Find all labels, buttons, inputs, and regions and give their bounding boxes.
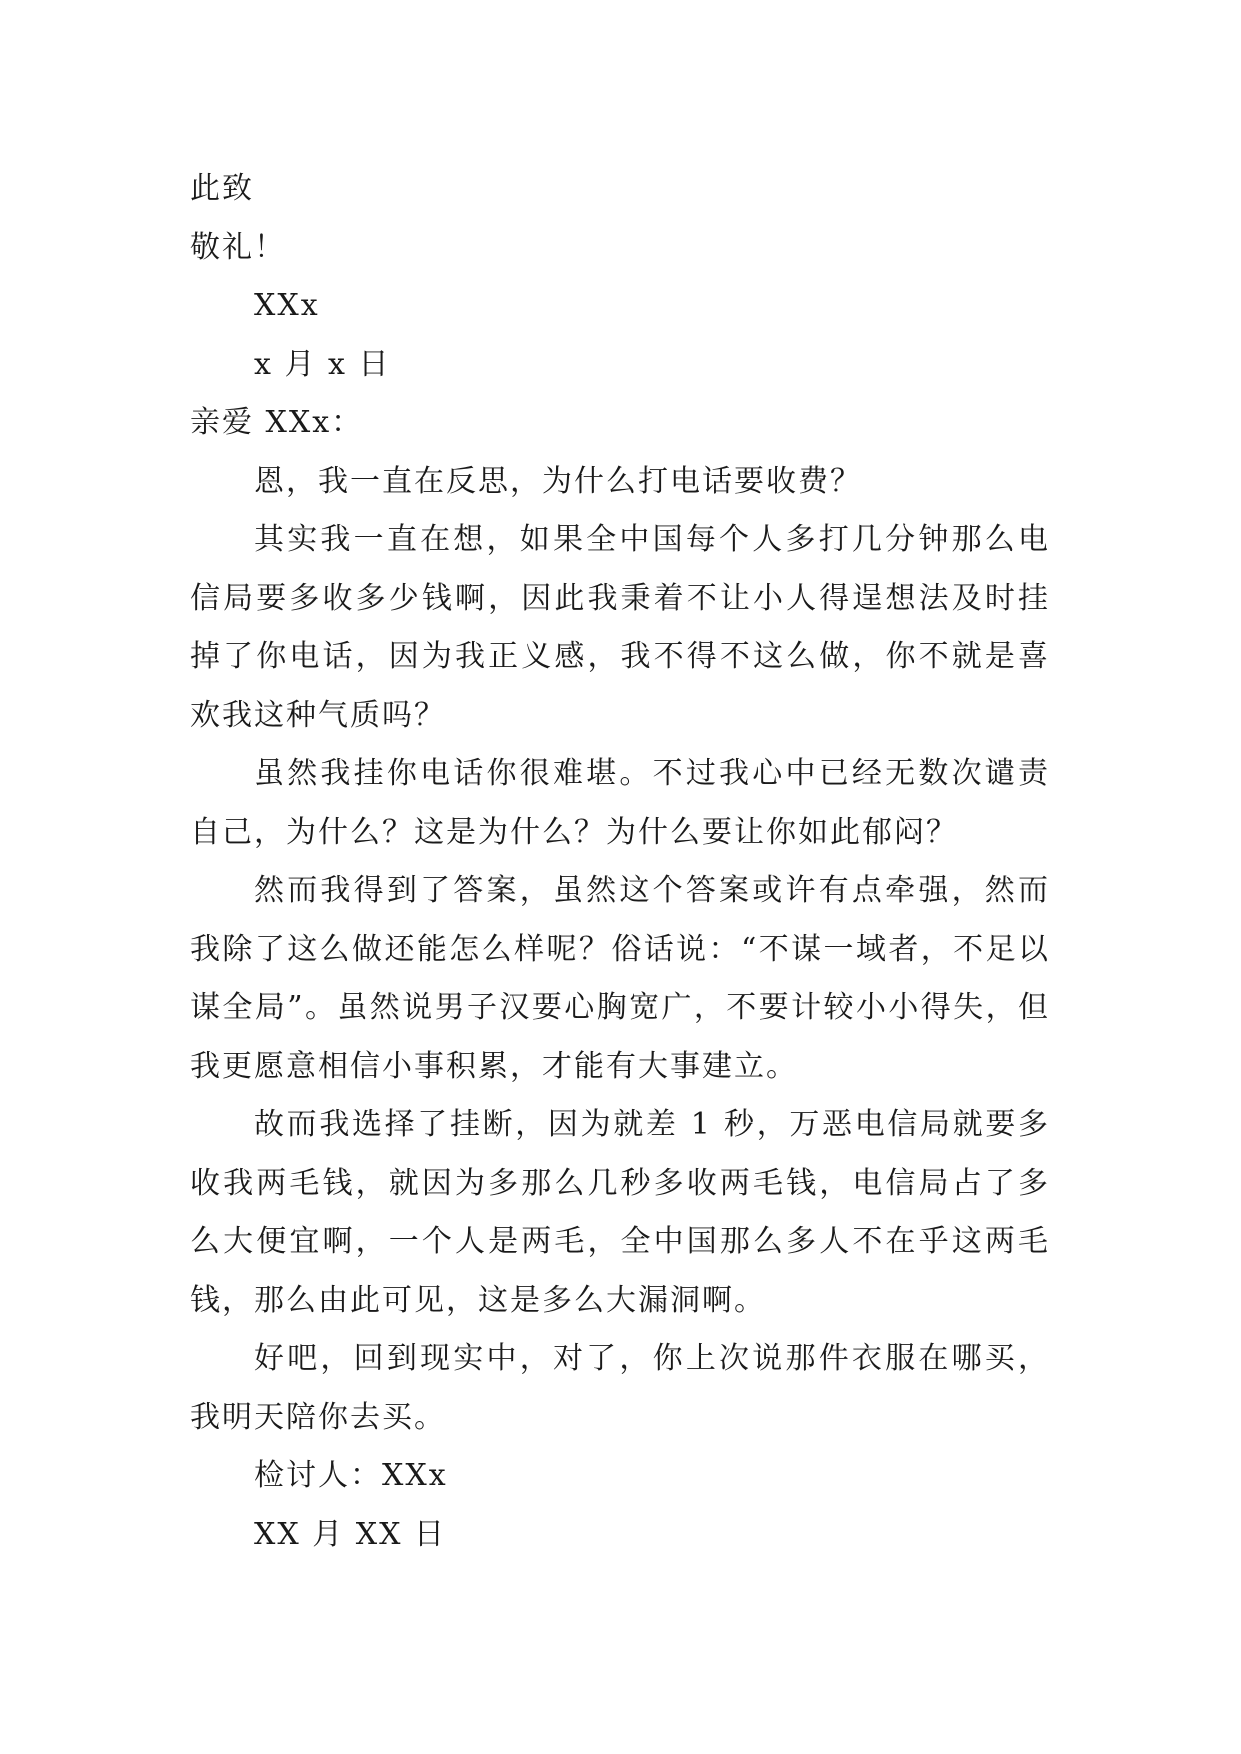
salutation: 亲爱 XXx： [190, 405, 364, 440]
signer-line: 检讨人：XXx [254, 1458, 448, 1493]
paragraph-4: 然而我得到了答案，虽然这个答案或许有点牵强，然而我除了这么做还能怎么样呢？俗话说：“不谋一域者，不足以谋全局”。虽然说男子汉要心胸宽广，不要计较小小得失，但我更愿意相信小事积累，才能有大事建立。 [190, 873, 1050, 1084]
date-2: XX 月 XX 日 [254, 1516, 447, 1552]
signature-1: XXx [254, 288, 320, 323]
document-page [190, 160, 1050, 1564]
paragraph-3: 虽然我挂你电话你很难堪。不过我心中已经无数次谴责自己，为什么？这是为什么？为什么要让你如此郁闷？ [190, 756, 1050, 850]
date-1: x 月 x 日 [254, 346, 391, 382]
paragraph-5: 故而我选择了挂断，因为就差 1 秒，万恶电信局就要多收我两毛钱，就因为多那么几秒多收两毛钱，电信局占了多么大便宜啊，一个人是两毛，全中国那么多人不在乎这两毛钱，那么由此可见，这是多么大漏洞啊。 [190, 1107, 1050, 1318]
paragraph-6: 好吧，回到现实中，对了，你上次说那件衣服在哪买，我明天陪你去买。 [190, 1341, 1050, 1435]
closing-line-1: 此致 [190, 171, 254, 206]
paragraph-2: 其实我一直在想，如果全中国每个人多打几分钟那么电信局要多收多少钱啊，因此我秉着不让小人得逞想法及时挂掉了你电话，因为我正义感，我不得不这么做，你不就是喜欢我这种气质吗？ [190, 522, 1050, 733]
paragraph-1: 恩，我一直在反思，为什么打电话要收费？ [254, 463, 862, 499]
closing-line-2: 敬礼！ [190, 229, 286, 265]
